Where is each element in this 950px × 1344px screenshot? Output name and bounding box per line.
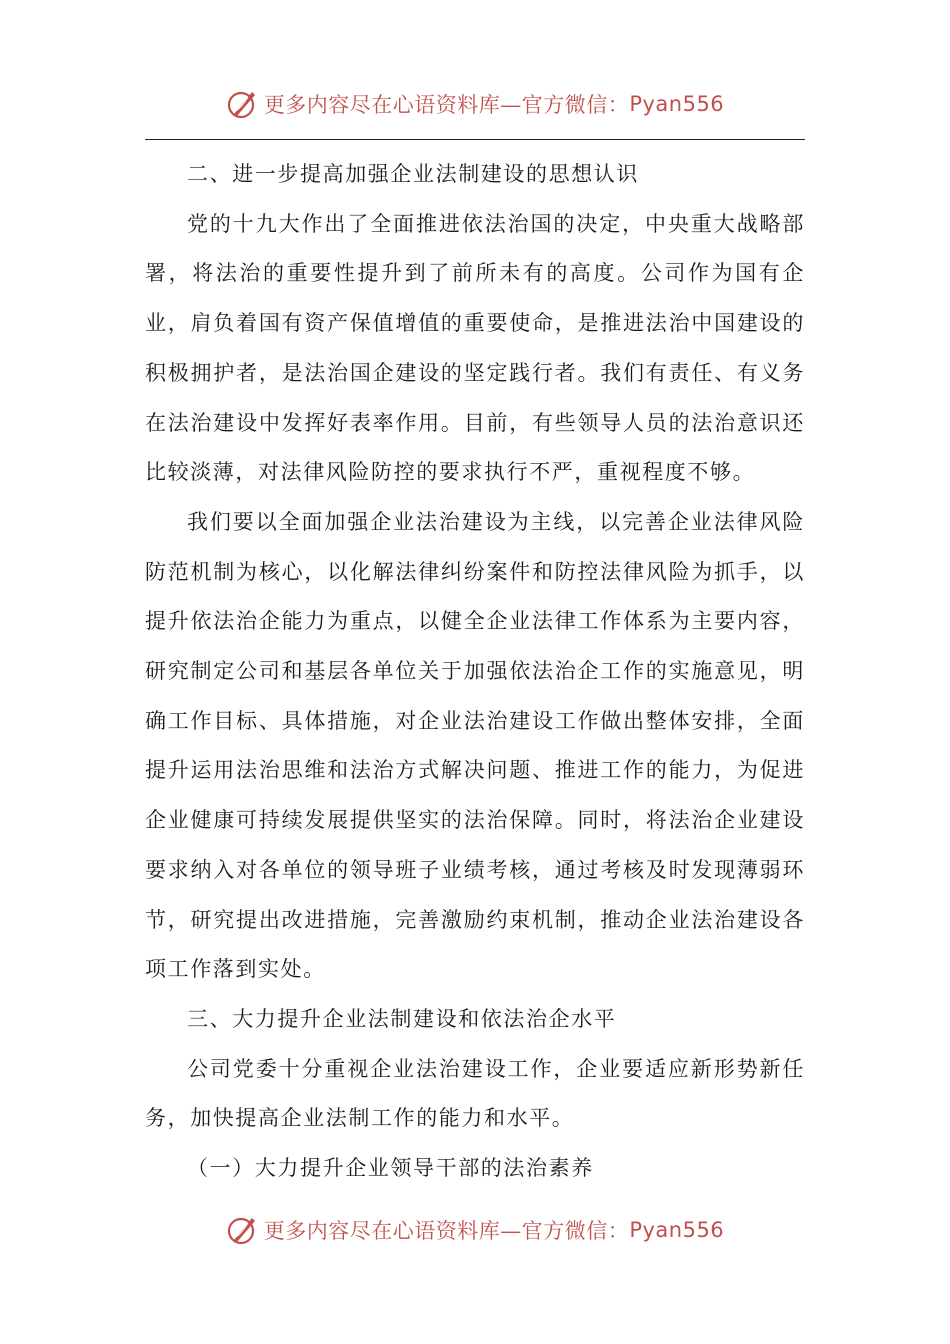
header-banner xyxy=(0,84,950,124)
section-heading-3: 三、大力提升企业法制建设和依法治企水平 xyxy=(187,1006,617,1031)
quill-logo-icon xyxy=(226,87,260,121)
subsection-heading-1: （一）大力提升企业领导干部的法治素养 xyxy=(187,1156,594,1181)
paragraph-2: 我们要以全面加强企业法治建设为主线，以完善企业法律风险防范机制为核心，以化解法律纠纷案件和防控法律风险为抓手，以提升依法治企能力为重点，以健全企业法律工作体系为主要内容，研究制定公司和基层各单位关于加强依法治企工作的实施意见，明确工作目标、具体措施，对企业法治建设工作做出整体安排，全面提升运用法治思维和法治方式解决问题、推进工作的能力，为促进企业健康可持续发展提供坚实的法治保障。同时，将法治企业建设要求纳入对各单位的领导班子业绩考核，通过考核及时发现薄弱环节，研究提出改进措施，完善激励约束机制，推动企业法治建设各项工作落到实处。 xyxy=(145,509,805,982)
paragraph-3: 公司党委十分重视企业法治建设工作，企业要适应新形势新任务，加快提高企业法制工作的能力和水平。 xyxy=(145,1056,805,1131)
paragraph-1: 党的十九大作出了全面推进依法治国的决定，中央重大战略部署，将法治的重要性提升到了前所未有的高度。公司作为国有企业，肩负着国有资产保值增值的重要使命，是推进法治中国建设的积极拥护者，是法治国企建设的坚定践行者。我们有责任、有义务在法治建设中发挥好表率作用。目前，有些领导人员的法治意识还比较淡薄，对法律风险防控的要求执行不严，重视程度不够。 xyxy=(145,211,805,485)
header-banner-id: Pyan556 xyxy=(629,92,725,116)
footer-banner xyxy=(0,1210,950,1250)
footer-banner-id: Pyan556 xyxy=(629,1218,725,1242)
document-body xyxy=(145,150,805,1194)
quill-logo-icon xyxy=(226,1213,260,1247)
header-rule xyxy=(145,139,805,140)
header-banner-text: 更多内容尽在心语资料库—官方微信： xyxy=(263,93,630,117)
section-heading-2: 二、进一步提高加强企业法制建设的思想认识 xyxy=(187,162,639,186)
footer-banner-text: 更多内容尽在心语资料库—官方微信： xyxy=(263,1219,630,1243)
